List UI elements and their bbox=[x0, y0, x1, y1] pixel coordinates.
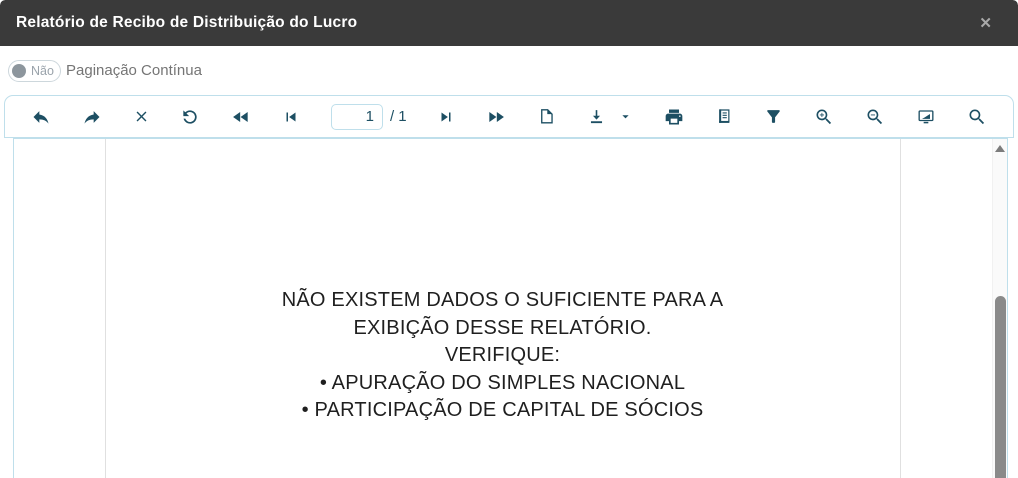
filter-button[interactable] bbox=[764, 107, 783, 126]
search-button[interactable] bbox=[967, 107, 987, 127]
first-page-icon bbox=[282, 108, 300, 126]
first-page-button[interactable] bbox=[282, 108, 300, 126]
rotate-icon bbox=[180, 107, 200, 127]
fast-rewind-icon bbox=[231, 107, 251, 127]
download-button[interactable] bbox=[587, 107, 606, 126]
zoom-in-button[interactable] bbox=[814, 107, 834, 127]
fast-rewind-button[interactable] bbox=[231, 107, 251, 127]
page-navigation bbox=[331, 104, 407, 130]
pdf-toolbar bbox=[4, 95, 1014, 138]
fast-forward-button[interactable] bbox=[486, 107, 506, 127]
vertical-scrollbar[interactable] bbox=[992, 139, 1007, 478]
download-options-button[interactable] bbox=[618, 109, 633, 124]
zoom-out-button[interactable] bbox=[865, 107, 885, 127]
new-document-button[interactable] bbox=[537, 107, 556, 126]
toggle-knob-icon bbox=[12, 64, 26, 78]
message-line: VERIFIQUE: bbox=[444, 344, 561, 366]
modal-header bbox=[0, 0, 1018, 46]
page-number-input[interactable] bbox=[331, 104, 383, 130]
message-line: NÃO EXISTEM DADOS O SUFICIENTE PARA A bbox=[281, 289, 724, 311]
report-button[interactable] bbox=[715, 107, 734, 126]
close-document-button[interactable] bbox=[133, 108, 150, 125]
zoom-out-icon bbox=[865, 107, 885, 127]
continuous-pagination-toggle[interactable] bbox=[8, 60, 61, 82]
download-icon bbox=[587, 107, 606, 126]
last-page-icon bbox=[437, 108, 455, 126]
print-icon bbox=[664, 107, 684, 127]
download-group bbox=[587, 107, 633, 126]
redo-icon bbox=[82, 107, 102, 127]
undo-icon bbox=[31, 107, 51, 127]
caret-down-icon bbox=[618, 109, 633, 124]
report-icon bbox=[715, 107, 734, 126]
print-button[interactable] bbox=[664, 107, 684, 127]
fast-forward-icon bbox=[486, 107, 506, 127]
scrollbar-thumb[interactable] bbox=[995, 296, 1006, 478]
scroll-up-icon[interactable] bbox=[995, 145, 1005, 152]
filter-icon bbox=[764, 107, 783, 126]
new-document-icon bbox=[537, 107, 556, 126]
pagination-toggle-row bbox=[0, 46, 1018, 95]
close-icon[interactable]: ✕ bbox=[979, 15, 992, 32]
report-message bbox=[105, 287, 900, 425]
continuous-pagination-label: Paginação Contínua bbox=[66, 62, 202, 79]
close-document-icon bbox=[133, 108, 150, 125]
page-right-edge bbox=[900, 139, 901, 478]
fit-screen-button[interactable] bbox=[916, 107, 936, 127]
redo-button[interactable] bbox=[82, 107, 102, 127]
fit-screen-icon bbox=[916, 107, 936, 127]
message-line: • PARTICIPAÇÃO DE CAPITAL DE SÓCIOS bbox=[301, 399, 704, 421]
last-page-button[interactable] bbox=[437, 108, 455, 126]
message-line: • APURAÇÃO DO SIMPLES NACIONAL bbox=[319, 371, 686, 394]
rotate-button[interactable] bbox=[180, 107, 200, 127]
message-line: EXIBIÇÃO DESSE RELATÓRIO. bbox=[353, 316, 652, 339]
toggle-state-label: Não bbox=[31, 63, 54, 78]
undo-button[interactable] bbox=[31, 107, 51, 127]
search-icon bbox=[967, 107, 987, 127]
zoom-in-icon bbox=[814, 107, 834, 127]
page-total-label: / 1 bbox=[389, 108, 407, 125]
pdf-viewer bbox=[13, 138, 1008, 478]
modal-title: Relatório de Recibo de Distribuição do Lucro bbox=[16, 14, 358, 31]
